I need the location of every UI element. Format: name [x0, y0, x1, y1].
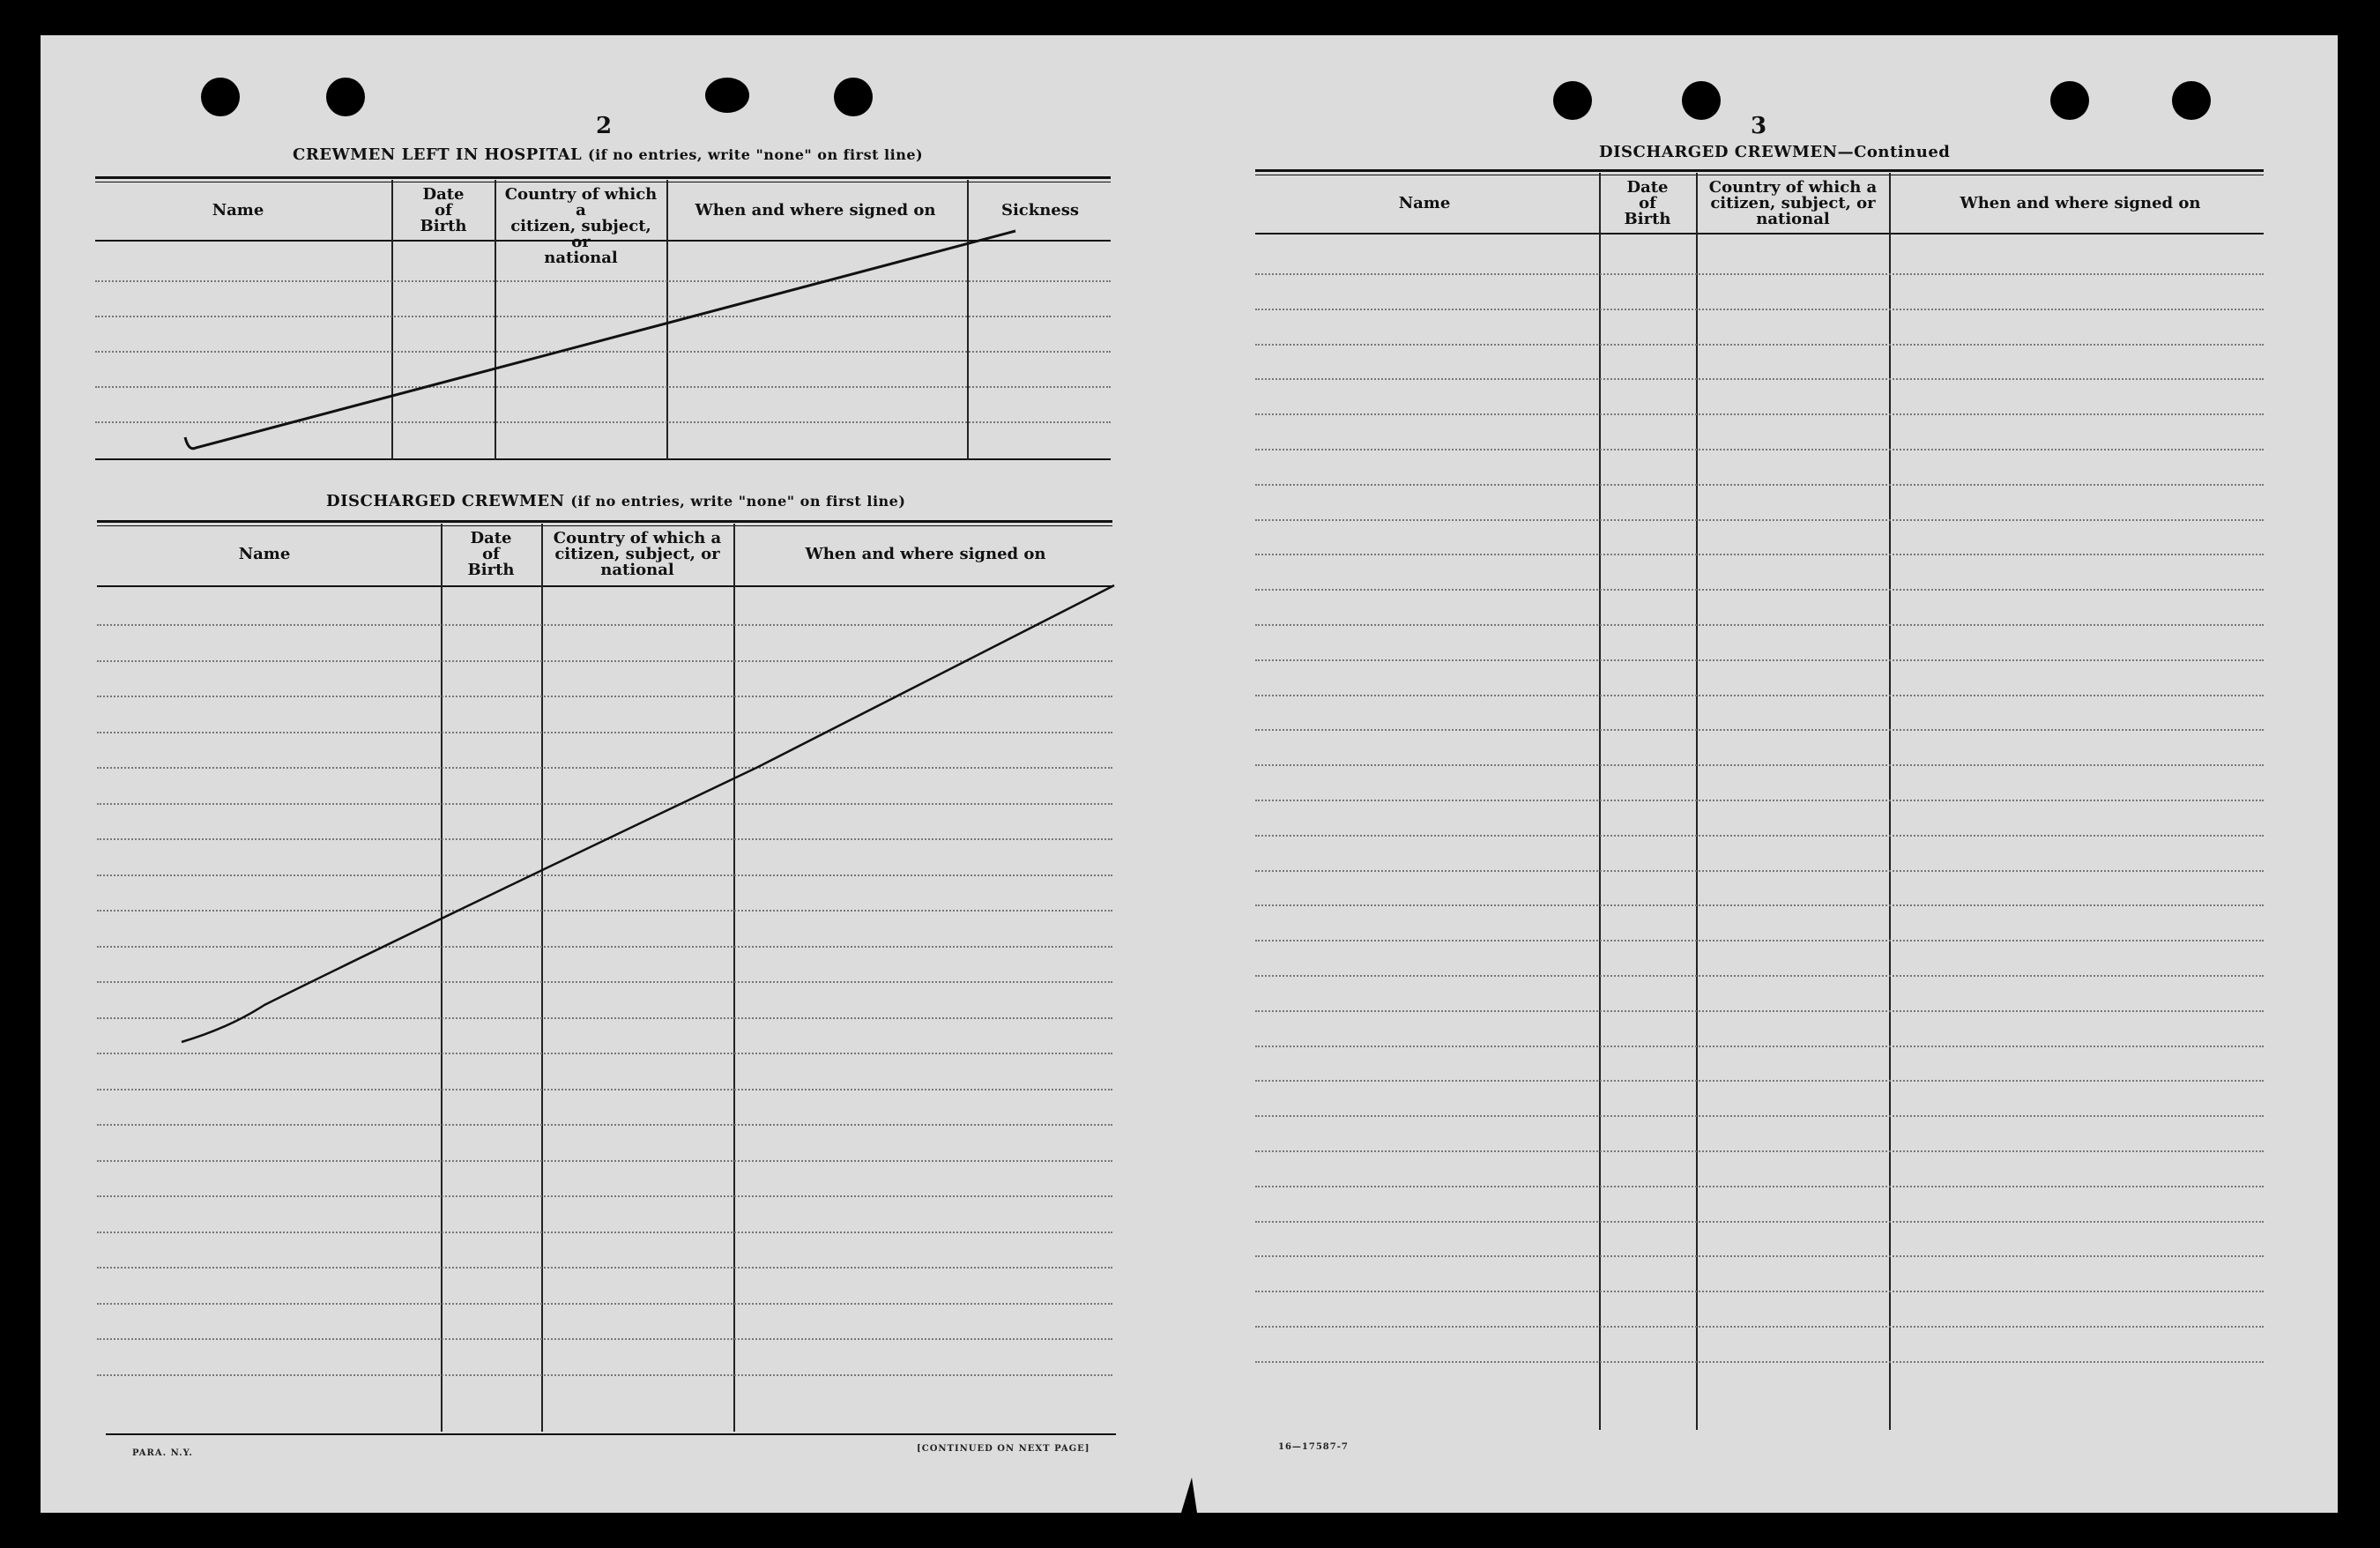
hospital-bottom-rule	[95, 458, 1111, 460]
entry-line	[1255, 835, 2264, 837]
entry-line	[97, 624, 1112, 626]
entry-line	[1255, 940, 2264, 941]
hospital-top-rule	[95, 176, 1111, 179]
binder-hole	[834, 78, 873, 116]
right-top-rule	[1255, 169, 2264, 172]
hospital-section-title	[293, 145, 923, 164]
discharged-top-rule-thin	[97, 525, 1112, 526]
discharged-top-rule	[97, 520, 1112, 523]
entry-line	[97, 1124, 1112, 1126]
entry-line	[1255, 800, 2264, 801]
col-header-when-where: When and where signed on	[805, 545, 1046, 563]
entry-line	[1255, 449, 2264, 450]
continued-notice: [CONTINUED ON NEXT PAGE]	[917, 1444, 1090, 1454]
entry-line	[97, 910, 1112, 912]
entry-line	[97, 1303, 1112, 1305]
hospital-instruction: (if no entries, write "none" on first line)	[588, 146, 924, 163]
col-header-date-of-birth: Date of Birth	[467, 529, 515, 579]
col-header-when-where: When and where signed on	[1960, 194, 2201, 212]
column-divider	[967, 180, 969, 460]
entry-line	[1255, 1150, 2264, 1152]
page-number-left: 2	[596, 113, 613, 139]
entry-line	[97, 1338, 1112, 1340]
column-divider	[1599, 173, 1601, 1430]
entry-line	[97, 838, 1112, 840]
entry-line	[95, 421, 1111, 423]
entry-line	[1255, 975, 2264, 977]
entry-line	[1255, 1361, 2264, 1363]
entry-line	[97, 1053, 1112, 1054]
entry-line	[1255, 1046, 2264, 1047]
entry-line	[1255, 413, 2264, 415]
col-header-date-of-birth: Date of Birth	[420, 185, 467, 235]
entry-line	[97, 767, 1112, 769]
entry-line	[95, 280, 1111, 282]
entry-line	[97, 981, 1112, 983]
entry-line	[97, 1195, 1112, 1197]
entry-line	[97, 696, 1112, 697]
column-divider	[1696, 173, 1698, 1430]
column-divider	[391, 180, 393, 460]
entry-line	[97, 1374, 1112, 1376]
entry-line	[97, 1267, 1112, 1269]
column-divider	[666, 180, 668, 460]
discharged-section-title	[326, 492, 905, 510]
form-number: 16—17587-7	[1278, 1442, 1349, 1452]
col-header-country: Country of which a citizen, subject, or national	[1708, 178, 1878, 228]
entry-line	[97, 1017, 1112, 1019]
entry-line	[1255, 764, 2264, 766]
col-header-country: Country of which a citizen, subject, or national	[553, 529, 722, 579]
entry-line	[1255, 904, 2264, 906]
entry-line	[1255, 1255, 2264, 1257]
entry-line	[1255, 1010, 2264, 1012]
binder-hole	[326, 78, 365, 116]
page-number-right: 3	[1751, 113, 1767, 139]
right-header-rule	[1255, 233, 2264, 234]
hospital-title-text: CREWMEN LEFT IN HOSPITAL	[293, 145, 583, 164]
entry-line	[1255, 1080, 2264, 1082]
col-header-country: Country of which a citizen, subject, or national	[504, 185, 658, 267]
entry-line	[95, 316, 1111, 317]
entry-line	[97, 946, 1112, 948]
entry-line	[1255, 1221, 2264, 1223]
printer-mark: PARA. N.Y.	[132, 1448, 193, 1458]
col-header-when-where: When and where signed on	[695, 201, 936, 220]
discharged-header-rule	[97, 585, 1112, 587]
col-header-name: Name	[1398, 194, 1451, 212]
entry-line	[1255, 1326, 2264, 1328]
discharged-bottom-rule	[106, 1433, 1116, 1435]
entry-line	[1255, 554, 2264, 555]
entry-line	[97, 1089, 1112, 1090]
entry-line	[1255, 695, 2264, 696]
col-header-sickness: Sickness	[1000, 201, 1080, 220]
column-divider	[1889, 173, 1891, 1430]
entry-line	[95, 351, 1111, 353]
entry-line	[1255, 1291, 2264, 1292]
entry-line	[97, 874, 1112, 876]
column-divider	[495, 180, 496, 460]
entry-line	[97, 1160, 1112, 1162]
binder-hole	[705, 78, 749, 113]
entry-line	[1255, 589, 2264, 591]
entry-line	[97, 732, 1112, 733]
entry-line	[1255, 344, 2264, 346]
entry-line	[1255, 729, 2264, 731]
binder-hole	[1682, 81, 1721, 120]
discharged-continued-title: DISCHARGED CREWMEN—Continued	[1599, 143, 1951, 161]
binder-hole	[201, 78, 240, 116]
col-header-name: Name	[238, 545, 291, 563]
entry-line	[1255, 273, 2264, 275]
binder-hole	[2172, 81, 2211, 120]
entry-line	[1255, 1115, 2264, 1117]
col-header-date-of-birth: Date of Birth	[1624, 178, 1671, 228]
binder-hole	[2050, 81, 2089, 120]
entry-line	[95, 386, 1111, 388]
entry-line	[1255, 378, 2264, 380]
binder-hole	[1553, 81, 1592, 120]
entry-line	[1255, 659, 2264, 661]
entry-line	[1255, 624, 2264, 626]
entry-line	[97, 803, 1112, 805]
entry-line	[1255, 1186, 2264, 1187]
entry-line	[1255, 484, 2264, 486]
discharged-title-text: DISCHARGED CREWMEN	[326, 492, 565, 510]
entry-line	[97, 1232, 1112, 1233]
entry-line	[1255, 870, 2264, 872]
discharged-instruction: (if no entries, write "none" on first line)	[570, 493, 906, 510]
entry-line	[97, 660, 1112, 662]
entry-line	[1255, 309, 2264, 310]
entry-line	[1255, 519, 2264, 521]
col-header-name: Name	[212, 201, 264, 220]
